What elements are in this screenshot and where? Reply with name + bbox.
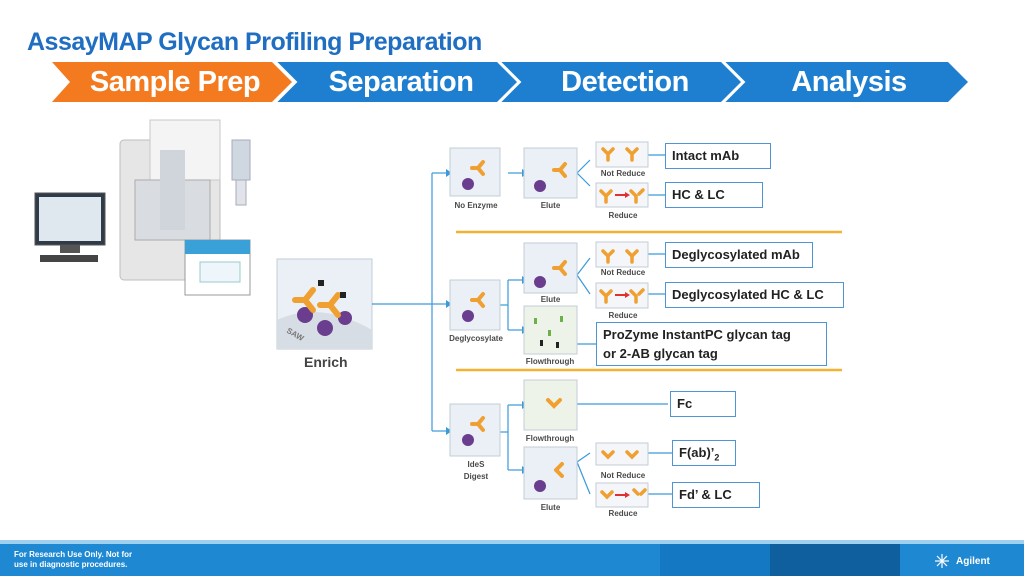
result-hc-lc: HC & LC [665, 182, 763, 208]
footer-disclaimer [14, 550, 144, 570]
result-glycan-tag-line1: ProZyme InstantPC glycan tag [603, 327, 791, 342]
footer-disclaimer-line2: use in diagnostic procedures. [14, 560, 128, 569]
not-reduce-caption-2: Not Reduce [600, 268, 646, 277]
result-intact-mab: Intact mAb [665, 143, 771, 169]
page-title: AssayMAP Glycan Profiling Preparation [27, 28, 482, 56]
reduce-caption-2: Reduce [608, 311, 638, 320]
step-separation: Separation [328, 66, 474, 98]
flowthrough-caption-1: Flowthrough [525, 357, 575, 366]
result-fc: Fc [670, 391, 736, 417]
not-reduce-caption-1: Not Reduce [600, 169, 646, 178]
reduce-caption-1: Reduce [608, 211, 638, 220]
result-deglycosylated-mab: Deglycosylated mAb [665, 242, 813, 268]
enrich-cartridge-text: SAW [284, 326, 306, 343]
assaymap-instrument-illustration [35, 120, 250, 295]
step-detection: Detection [561, 66, 689, 98]
agilent-spark-icon [935, 554, 949, 568]
enrich-label: Enrich [304, 354, 348, 370]
result-glycan-tag-line2: or 2-AB glycan tag [603, 346, 718, 361]
no-enzyme-caption: No Enzyme [454, 201, 498, 210]
not-reduce-caption-3: Not Reduce [600, 471, 646, 480]
result-fd-lc: Fd’ & LC [672, 482, 760, 508]
result-fab2 [672, 440, 736, 466]
result-fab2-sub: 2 [714, 452, 720, 463]
result-glycan-tag [596, 322, 827, 366]
step-sample-prep: Sample Prep [89, 66, 261, 98]
reduce-caption-3: Reduce [608, 509, 638, 518]
elute-caption-2: Elute [540, 295, 561, 304]
elute-caption-3: Elute [540, 503, 561, 512]
footer-disclaimer-line1: For Research Use Only. Not for [14, 550, 133, 559]
result-deglycosylated-hc-lc: Deglycosylated HC & LC [665, 282, 844, 308]
elute-caption-1: Elute [540, 201, 561, 210]
ides-caption-line2: Digest [463, 472, 489, 481]
ides-caption-line1: IdeS [467, 460, 485, 469]
flowthrough-caption-2: Flowthrough [525, 434, 575, 443]
deglycosylate-caption: Deglycosylate [449, 334, 503, 343]
result-fab2-main: F(ab)’ [679, 445, 715, 460]
footer-brand: Agilent [956, 556, 990, 567]
step-analysis: Analysis [791, 66, 907, 98]
